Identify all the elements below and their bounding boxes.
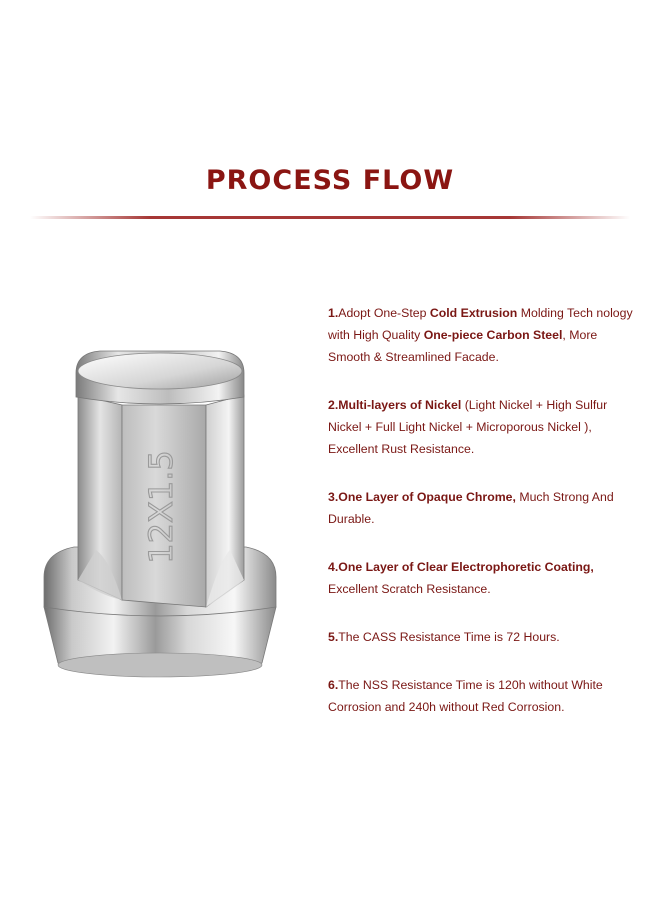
feature-item <box>328 674 633 718</box>
feature-text: Adopt One-Step <box>338 306 430 320</box>
feature-text: , More Smooth & Streamlined Facade. <box>328 328 598 364</box>
feature-text: The NSS Resistance Time is 120h without White Corrosion and 240h without Red Corrosion. <box>328 678 603 714</box>
feature-item <box>328 302 633 368</box>
feature-text: The CASS Resistance Time is 72 Hours. <box>338 630 560 644</box>
feature-text: Excellent Scratch Resistance. <box>328 582 491 596</box>
feature-text: Much Strong And Durable. <box>328 490 614 526</box>
hex-stamp-text: 12X1.5 <box>142 450 180 564</box>
feature-highlight: One Layer of Opaque Chrome, <box>338 490 516 504</box>
feature-number: 1. <box>328 306 339 320</box>
feature-highlight: Multi-layers of Nickel <box>338 398 462 412</box>
feature-highlight: One-piece Carbon Steel <box>423 328 563 342</box>
feature-item <box>328 486 633 530</box>
feature-item <box>328 626 633 648</box>
feature-text: Molding Tech nology with High Quality <box>328 306 633 342</box>
feature-number: 6. <box>328 678 339 692</box>
feature-number: 3. <box>328 490 339 504</box>
lug-nut-image <box>30 345 290 745</box>
feature-number: 2. <box>328 398 339 412</box>
feature-highlight: Cold Extrusion <box>429 306 518 320</box>
feature-item <box>328 394 633 460</box>
feature-item <box>328 556 633 600</box>
feature-highlight: One Layer of Clear Electrophoretic Coating, <box>338 560 594 574</box>
feature-text: (Light Nickel + High Sulfur Nickel + Full Light Nickel + Microporous Nickel ), Excellent Rust Resistance. <box>328 398 608 456</box>
feature-number: 4. <box>328 560 339 574</box>
feature-number: 5. <box>328 630 339 644</box>
page-title: PROCESS FLOW <box>205 165 455 196</box>
feature-list <box>328 302 633 744</box>
title-divider <box>30 216 630 219</box>
